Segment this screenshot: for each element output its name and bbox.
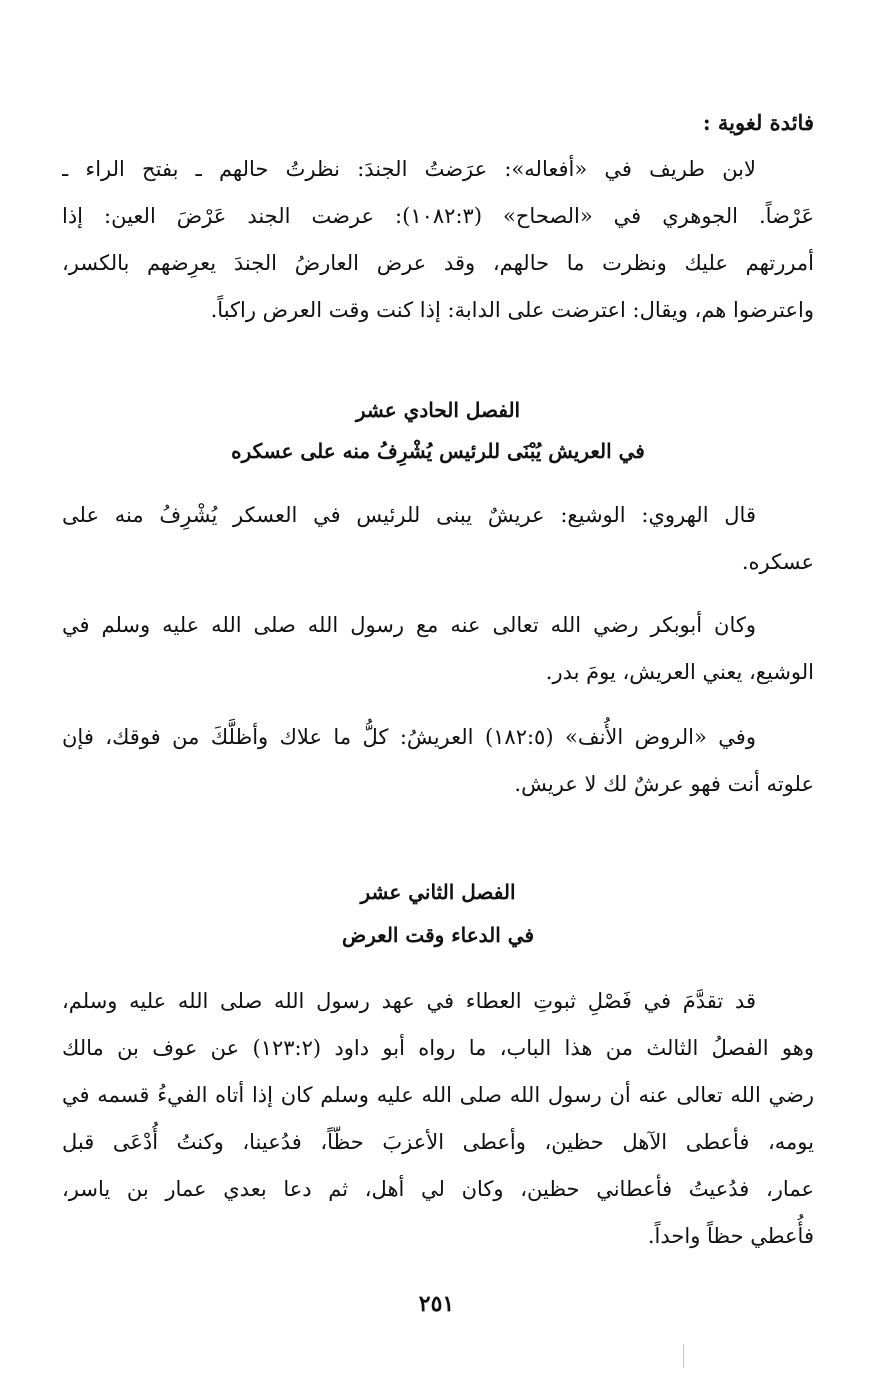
ch12-line-3: رضي الله تعالى عنه أن رسول الله صلى الله عليه وسلم كان إذا أتاه الفيءُ قسمه في (62, 1083, 814, 1107)
ch12-line-4: يومه، فأعطى الآهل حظين، وأعطى الأعزبَ حظّاً، فدُعينا، وكنتُ أُدْعَى قبل (62, 1130, 814, 1154)
chapter-11-paragraph-3 (62, 714, 814, 808)
note-line-2: عَرْضاً. الجوهري في «الصحاح» (١٠٨٢:٣): عرضت الجند عَرْضَ العين: إذا (62, 204, 814, 228)
chapter-11-paragraph-1 (62, 492, 814, 586)
ch12-line-1: قد تقدَّمَ في فَصْلِ ثبوتِ العطاء في عهد رسول الله صلى الله عليه وسلم، (62, 989, 756, 1013)
chapter-11-subtitle: في العريش يُبْنَى للرئيس يُشْرِفُ منه على عسكره (231, 439, 645, 463)
chapter-12-paragraph (62, 978, 814, 1260)
ch11-p3-line-2: علوته أنت فهو عرشٌ لك لا عريش. (514, 772, 814, 796)
page-number: ٢٥١ (418, 1291, 455, 1317)
note-line-1: لابن طريف في «أفعاله»: عرَضتُ الجندَ: نظرتُ حالهم ـ بفتح الراء ـ (62, 157, 756, 181)
ch12-line-5: عمار، فدُعيتُ فأعطاني حظين، وكان لي أهل، ثم دعا بعدي عمار بن ياسر، (62, 1177, 814, 1201)
note-line-3: أمررتهم عليك ونظرت ما حالهم، وقد عرض العارضُ الجندَ يعرِضهم بالكسر، (62, 251, 814, 275)
ch12-line-2: وهو الفصلُ الثالث من هذا الباب، ما رواه أبو داود (١٢٣:٢) عن عوف بن مالك (62, 1036, 814, 1060)
chapter-12-subtitle: في الدعاء وقت العرض (341, 923, 535, 947)
ch11-p1-line-1: قال الهروي: الوشيع: عريشٌ يبنى للرئيس في العسكر يُشْرِفُ منه على (62, 503, 756, 527)
note-line-4: واعترضوا هم، ويقال: اعترضت على الدابة: إذا كنت وقت العرض راكباً. (210, 298, 814, 322)
linguistic-note-heading: فائدة لغوية : (702, 110, 814, 135)
ch12-line-6: فأُعطي حظاً واحداً. (647, 1224, 814, 1248)
ch11-p1-line-2: عسكره. (741, 550, 814, 574)
ch11-p3-line-1: وفي «الروض الأُنف» (١٨٢:٥) العريشُ: كلُّ ما علاك وأظلَّكَ من فوقك، فإن (62, 725, 756, 749)
chapter-11-paragraph-2 (62, 602, 814, 696)
scan-artifact-mark (683, 1344, 684, 1368)
ch11-p2-line-1: وكان أبوبكر رضي الله تعالى عنه مع رسول الله صلى الله عليه وسلم في (62, 613, 756, 637)
chapter-11-title: الفصل الحادي عشر (355, 398, 521, 422)
ch11-p2-line-2: الوشيع، يعني العريش، يومَ بدر. (545, 660, 814, 684)
chapter-12-title: الفصل الثاني عشر (360, 880, 516, 904)
linguistic-note-paragraph (62, 146, 814, 334)
